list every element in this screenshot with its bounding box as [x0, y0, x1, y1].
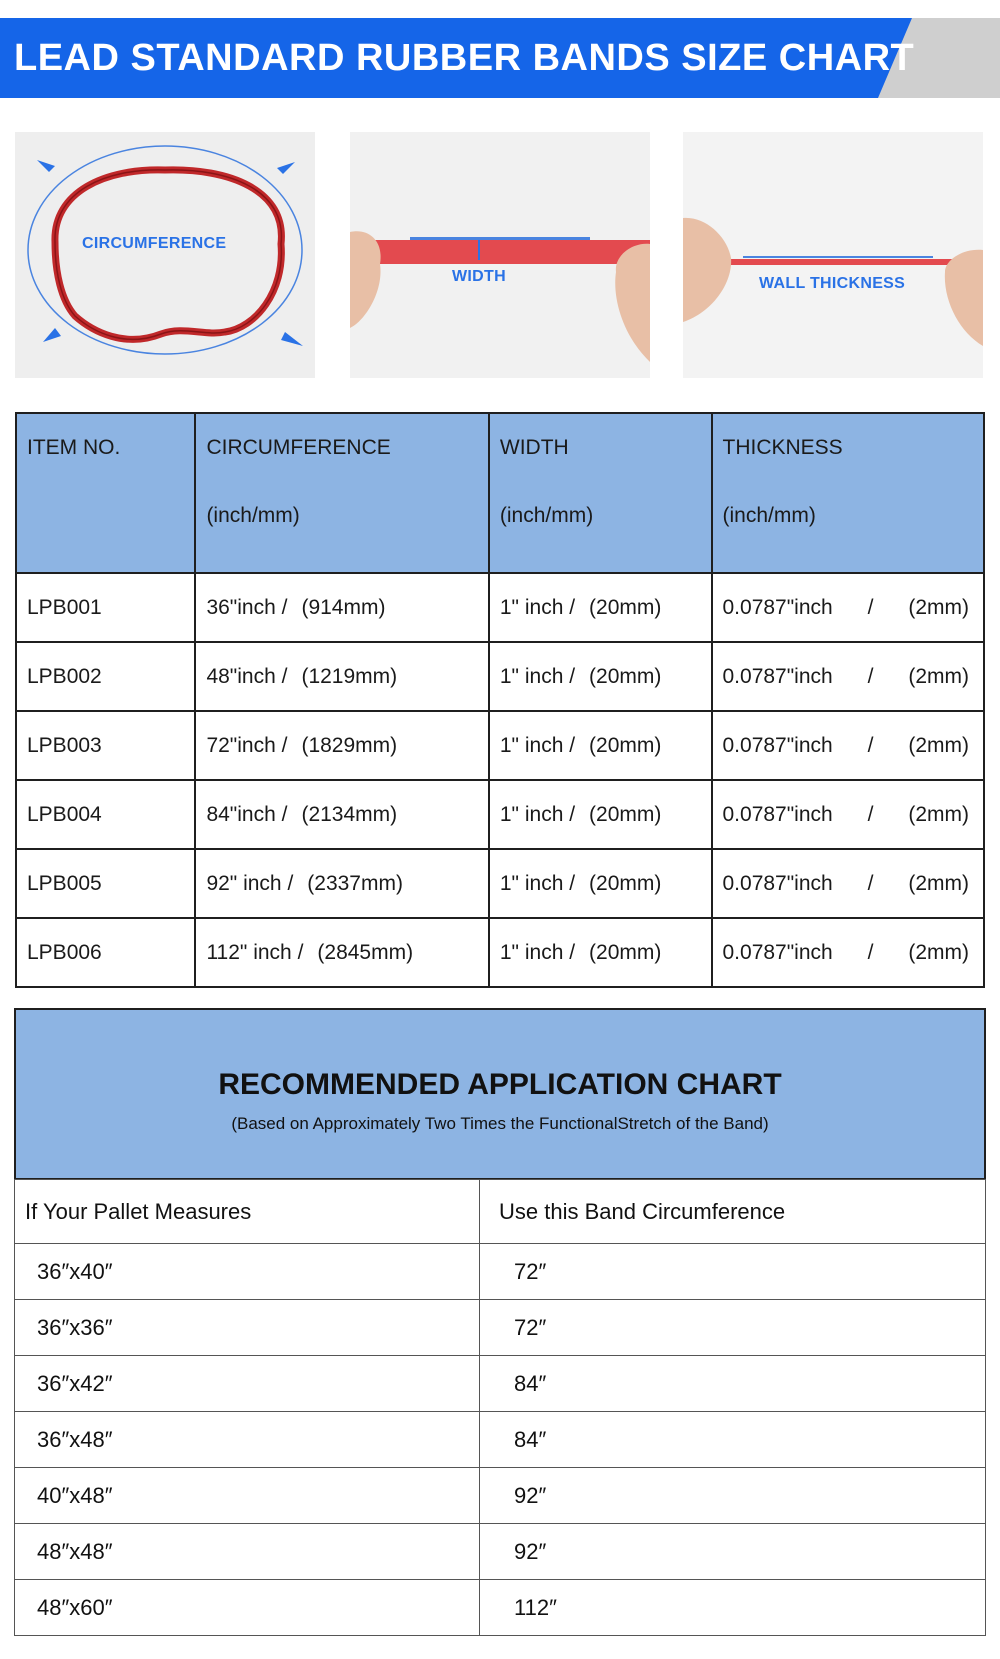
- col-band-circumference: Use this Band Circumference: [480, 1180, 986, 1244]
- band-circumference-cell: 84″: [480, 1356, 986, 1412]
- width-cell: 1" inch / (20mm): [489, 573, 712, 642]
- width-cell: 1" inch / (20mm): [489, 918, 712, 987]
- circumference-cell: 112" inch / (2845mm): [195, 918, 488, 987]
- width-cell: 1" inch / (20mm): [489, 849, 712, 918]
- header-width: WIDTH (inch/mm): [489, 413, 712, 573]
- circumference-label: CIRCUMFERENCE: [82, 235, 227, 252]
- width-cell: 1" inch / (20mm): [489, 780, 712, 849]
- pallet-size-cell: 36″x48″: [15, 1412, 480, 1468]
- item-no-cell: LPB001: [16, 573, 195, 642]
- application-chart-title: RECOMMENDED APPLICATION CHART: [218, 1068, 782, 1101]
- photo-width: [350, 132, 650, 378]
- pallet-size-cell: 48″x60″: [15, 1580, 480, 1636]
- thickness-cell: 0.0787"inch / (2mm): [712, 849, 985, 918]
- header-item-no: ITEM NO.: [16, 413, 195, 573]
- table-row: [16, 642, 984, 711]
- table-row: [16, 849, 984, 918]
- item-no-cell: LPB006: [16, 918, 195, 987]
- circumference-cell: 48"inch / (1219mm): [195, 642, 488, 711]
- table-row: [16, 780, 984, 849]
- item-no-cell: LPB004: [16, 780, 195, 849]
- thickness-cell: 0.0787"inch / (2mm): [712, 711, 985, 780]
- application-column-header-row: [15, 1180, 986, 1244]
- thickness-cell: 0.0787"inch / (2mm): [712, 573, 985, 642]
- table-row: [15, 1412, 986, 1468]
- rubber-band-loop-illustration: [15, 132, 315, 378]
- table-row: [16, 711, 984, 780]
- band-circumference-cell: 92″: [480, 1468, 986, 1524]
- table-row: [15, 1244, 986, 1300]
- band-circumference-cell: 112″: [480, 1580, 986, 1636]
- table-row: [16, 573, 984, 642]
- band-thickness-illustration: [683, 132, 983, 378]
- pallet-size-cell: 36″x40″: [15, 1244, 480, 1300]
- pallet-size-cell: 36″x36″: [15, 1300, 480, 1356]
- wall-thickness-label: WALL THICKNESS: [759, 275, 906, 292]
- table-row: [16, 918, 984, 987]
- band-width-illustration: [350, 132, 650, 378]
- item-no-cell: LPB003: [16, 711, 195, 780]
- width-cell: 1" inch / (20mm): [489, 711, 712, 780]
- circumference-cell: 36"inch / (914mm): [195, 573, 488, 642]
- header-circumference: CIRCUMFERENCE (inch/mm): [195, 413, 488, 573]
- band-circumference-cell: 92″: [480, 1524, 986, 1580]
- item-no-cell: LPB002: [16, 642, 195, 711]
- pallet-size-cell: 48″x48″: [15, 1524, 480, 1580]
- table-row: [15, 1468, 986, 1524]
- circumference-cell: 84"inch / (2134mm): [195, 780, 488, 849]
- band-circumference-cell: 72″: [480, 1300, 986, 1356]
- photo-wall-thickness: [683, 132, 983, 378]
- width-cell: 1" inch / (20mm): [489, 642, 712, 711]
- circumference-cell: 72"inch / (1829mm): [195, 711, 488, 780]
- width-label: WIDTH: [452, 268, 506, 285]
- table-row: [15, 1300, 986, 1356]
- pallet-size-cell: 36″x42″: [15, 1356, 480, 1412]
- table-row: [15, 1356, 986, 1412]
- application-chart-subtitle: (Based on Approximately Two Times the FunctionalStretch of the Band): [231, 1114, 769, 1133]
- table-row: [15, 1580, 986, 1636]
- thickness-cell: 0.0787"inch / (2mm): [712, 642, 985, 711]
- band-circumference-cell: 84″: [480, 1412, 986, 1468]
- page-title: LEAD STANDARD RUBBER BANDS SIZE CHART: [14, 37, 915, 79]
- header-thickness: THICKNESS (inch/mm): [712, 413, 985, 573]
- band-circumference-cell: 72″: [480, 1244, 986, 1300]
- application-chart-header: [14, 1008, 986, 1180]
- item-no-cell: LPB005: [16, 849, 195, 918]
- application-chart-table: [14, 1179, 986, 1636]
- photo-circumference: [15, 132, 315, 378]
- size-chart-header-row: [16, 413, 984, 573]
- size-chart-table: [15, 412, 985, 988]
- thickness-cell: 0.0787"inch / (2mm): [712, 918, 985, 987]
- title-banner: [0, 18, 1000, 98]
- pallet-size-cell: 40″x48″: [15, 1468, 480, 1524]
- thickness-cell: 0.0787"inch / (2mm): [712, 780, 985, 849]
- circumference-cell: 92" inch / (2337mm): [195, 849, 488, 918]
- table-row: [15, 1524, 986, 1580]
- col-pallet-measures: If Your Pallet Measures: [15, 1180, 480, 1244]
